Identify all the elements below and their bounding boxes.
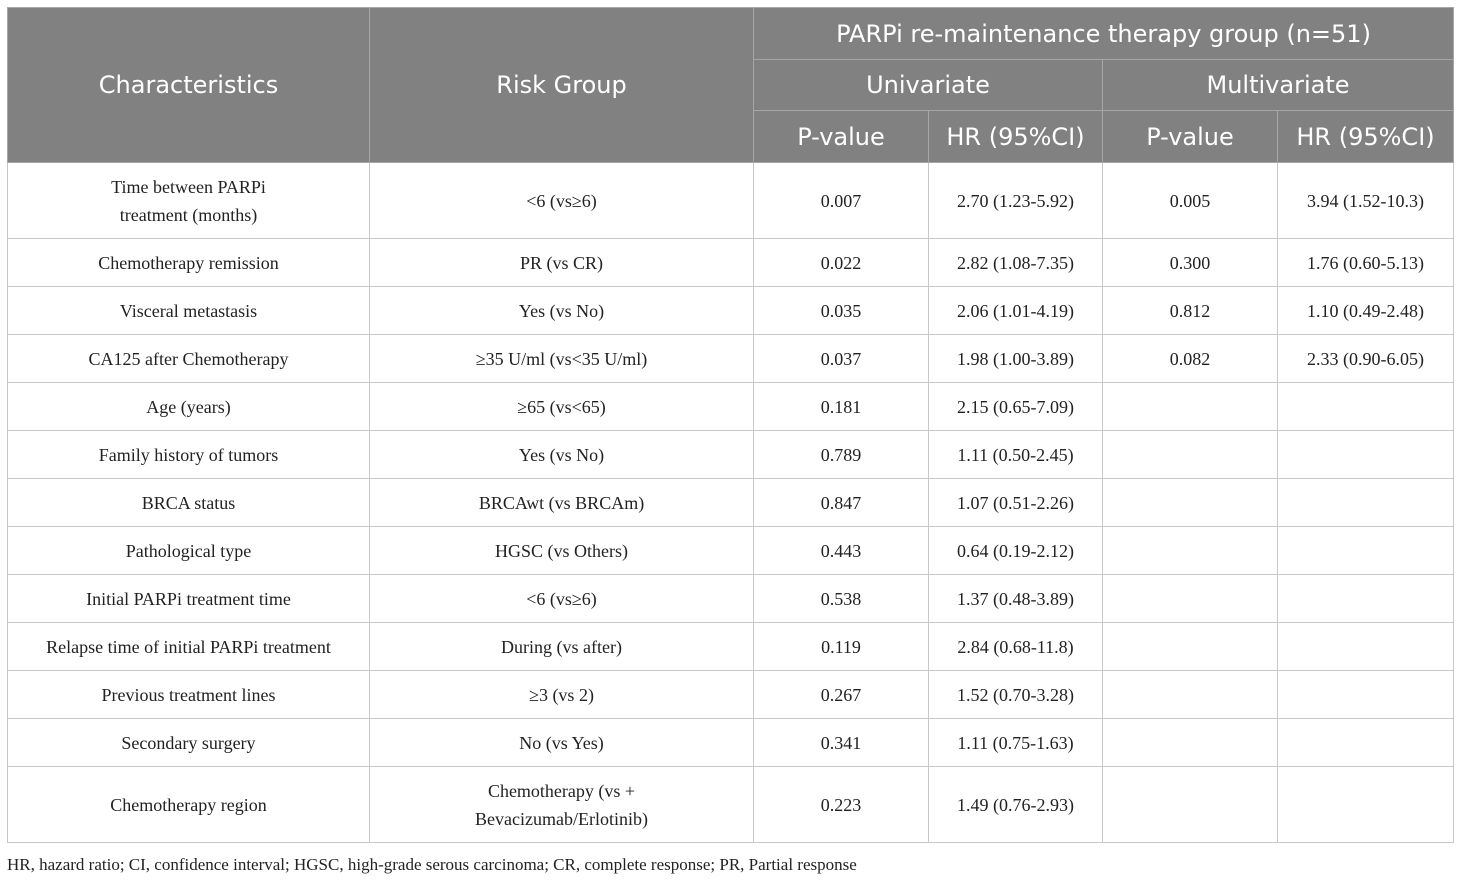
- header-univariate-p-value: P-value: [754, 111, 929, 163]
- cell-multivariate-hr: [1278, 623, 1454, 671]
- cell-univariate-hr: 1.49 (0.76-2.93): [929, 767, 1103, 843]
- cell-univariate-p-value: 0.119: [754, 623, 929, 671]
- table-row: [8, 719, 1454, 767]
- table-row: [8, 623, 1454, 671]
- cell-risk-group: PR (vs CR): [370, 239, 754, 287]
- cell-multivariate-hr: [1278, 383, 1454, 431]
- cell-multivariate-p-value: [1103, 527, 1278, 575]
- cell-multivariate-p-value: 0.005: [1103, 163, 1278, 239]
- cell-multivariate-hr: [1278, 719, 1454, 767]
- table-footnote: HR, hazard ratio; CI, confidence interval; HGSC, high-grade serous carcinoma; CR, complete response; PR, Partial response: [7, 855, 857, 874]
- cell-univariate-p-value: 0.789: [754, 431, 929, 479]
- cell-univariate-hr: 2.70 (1.23-5.92): [929, 163, 1103, 239]
- cell-multivariate-p-value: [1103, 671, 1278, 719]
- header-multivariate: Multivariate: [1103, 60, 1454, 111]
- cell-risk-group: ≥35 U/ml (vs<35 U/ml): [370, 335, 754, 383]
- header-group-title: PARPi re-maintenance therapy group (n=51): [754, 8, 1454, 60]
- cell-univariate-p-value: 0.341: [754, 719, 929, 767]
- cell-univariate-hr: 1.11 (0.75-1.63): [929, 719, 1103, 767]
- table-header: [8, 8, 1454, 163]
- cell-characteristic: Pathological type: [8, 527, 370, 575]
- table-row: [8, 287, 1454, 335]
- cell-univariate-p-value: 0.035: [754, 287, 929, 335]
- cell-multivariate-p-value: [1103, 623, 1278, 671]
- cell-univariate-p-value: 0.847: [754, 479, 929, 527]
- cell-multivariate-p-value: [1103, 719, 1278, 767]
- cell-univariate-hr: 1.52 (0.70-3.28): [929, 671, 1103, 719]
- cell-multivariate-hr: [1278, 431, 1454, 479]
- cell-multivariate-hr: [1278, 767, 1454, 843]
- cell-risk-group: Yes (vs No): [370, 287, 754, 335]
- cell-risk-group: BRCAwt (vs BRCAm): [370, 479, 754, 527]
- cell-univariate-p-value: 0.538: [754, 575, 929, 623]
- header-univariate-hr: HR (95%CI): [929, 111, 1103, 163]
- cell-characteristic: Family history of tumors: [8, 431, 370, 479]
- cell-univariate-hr: 1.98 (1.00-3.89): [929, 335, 1103, 383]
- cell-multivariate-hr: 1.10 (0.49-2.48): [1278, 287, 1454, 335]
- cell-multivariate-p-value: [1103, 383, 1278, 431]
- table-body: [8, 163, 1454, 843]
- cell-multivariate-hr: [1278, 671, 1454, 719]
- cell-univariate-hr: 1.11 (0.50-2.45): [929, 431, 1103, 479]
- table-row: [8, 575, 1454, 623]
- cell-risk-group: <6 (vs≥6): [370, 575, 754, 623]
- cell-risk-group: <6 (vs≥6): [370, 163, 754, 239]
- cell-characteristic: BRCA status: [8, 479, 370, 527]
- cell-characteristic: Chemotherapy region: [8, 767, 370, 843]
- cell-risk-group: During (vs after): [370, 623, 754, 671]
- table-row: [8, 671, 1454, 719]
- cell-univariate-hr: 1.07 (0.51-2.26): [929, 479, 1103, 527]
- cell-multivariate-p-value: [1103, 431, 1278, 479]
- cell-characteristic: Initial PARPi treatment time: [8, 575, 370, 623]
- cell-characteristic: Time between PARPi treatment (months): [8, 163, 370, 239]
- cell-characteristic: Chemotherapy remission: [8, 239, 370, 287]
- results-table: [7, 7, 1454, 843]
- cell-risk-group: No (vs Yes): [370, 719, 754, 767]
- cell-multivariate-p-value: 0.082: [1103, 335, 1278, 383]
- cell-characteristic: Age (years): [8, 383, 370, 431]
- table-row: [8, 163, 1454, 239]
- cell-univariate-hr: 2.15 (0.65-7.09): [929, 383, 1103, 431]
- cell-multivariate-hr: 3.94 (1.52-10.3): [1278, 163, 1454, 239]
- cell-multivariate-p-value: 0.300: [1103, 239, 1278, 287]
- cell-risk-group: Chemotherapy (vs + Bevacizumab/Erlotinib): [370, 767, 754, 843]
- header-risk-group: Risk Group: [370, 8, 754, 163]
- table-row: [8, 239, 1454, 287]
- header-characteristics: Characteristics: [8, 8, 370, 163]
- cell-univariate-p-value: 0.022: [754, 239, 929, 287]
- cell-multivariate-hr: 1.76 (0.60-5.13): [1278, 239, 1454, 287]
- header-multivariate-hr: HR (95%CI): [1278, 111, 1454, 163]
- cell-risk-group: ≥3 (vs 2): [370, 671, 754, 719]
- header-univariate: Univariate: [754, 60, 1103, 111]
- header-multivariate-p-value: P-value: [1103, 111, 1278, 163]
- cell-multivariate-hr: [1278, 575, 1454, 623]
- cell-multivariate-p-value: 0.812: [1103, 287, 1278, 335]
- cell-characteristic: Secondary surgery: [8, 719, 370, 767]
- cell-univariate-p-value: 0.223: [754, 767, 929, 843]
- cell-univariate-p-value: 0.007: [754, 163, 929, 239]
- cell-univariate-p-value: 0.443: [754, 527, 929, 575]
- cell-univariate-p-value: 0.267: [754, 671, 929, 719]
- table-row: [8, 767, 1454, 843]
- table-row: [8, 527, 1454, 575]
- cell-characteristic: Relapse time of initial PARPi treatment: [8, 623, 370, 671]
- table-row: [8, 479, 1454, 527]
- cell-multivariate-hr: [1278, 527, 1454, 575]
- cell-risk-group: Yes (vs No): [370, 431, 754, 479]
- cell-multivariate-hr: 2.33 (0.90-6.05): [1278, 335, 1454, 383]
- cell-characteristic: Previous treatment lines: [8, 671, 370, 719]
- table-row: [8, 335, 1454, 383]
- cell-characteristic: Visceral metastasis: [8, 287, 370, 335]
- cell-risk-group: HGSC (vs Others): [370, 527, 754, 575]
- table-row: [8, 431, 1454, 479]
- cell-univariate-hr: 0.64 (0.19-2.12): [929, 527, 1103, 575]
- cell-univariate-hr: 2.84 (0.68-11.8): [929, 623, 1103, 671]
- cell-multivariate-p-value: [1103, 479, 1278, 527]
- cell-multivariate-p-value: [1103, 575, 1278, 623]
- cell-multivariate-hr: [1278, 479, 1454, 527]
- cell-univariate-p-value: 0.037: [754, 335, 929, 383]
- table-row: [8, 383, 1454, 431]
- cell-univariate-hr: 1.37 (0.48-3.89): [929, 575, 1103, 623]
- cell-characteristic: CA125 after Chemotherapy: [8, 335, 370, 383]
- cell-risk-group: ≥65 (vs<65): [370, 383, 754, 431]
- cell-univariate-p-value: 0.181: [754, 383, 929, 431]
- cell-univariate-hr: 2.82 (1.08-7.35): [929, 239, 1103, 287]
- cell-univariate-hr: 2.06 (1.01-4.19): [929, 287, 1103, 335]
- cell-multivariate-p-value: [1103, 767, 1278, 843]
